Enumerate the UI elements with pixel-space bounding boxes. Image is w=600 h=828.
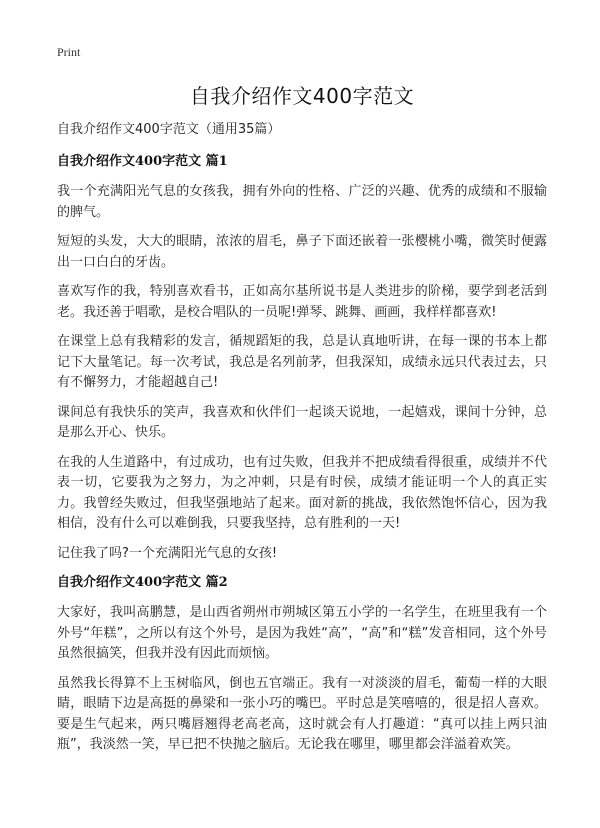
article-body xyxy=(57,120,547,765)
paragraph: 大家好，我叫高鹏慧，是山西省朔州市朔城区第五小学的一名学生，在班里我有一个外号“年糕”，之所以有这个外号，是因为我姓“高”，“高”和“糕”发音相同，这个外号虽然很搞笑，但我并没有因此而烦恼。 xyxy=(57,605,547,661)
section-heading: 自我介绍作文400字范文 篇2 xyxy=(57,575,228,590)
paragraph: 记住我了吗?一个充满阳光气息的女孩! xyxy=(57,545,278,561)
paragraph: 在课堂上总有我精彩的发言，循规蹈矩的我，总是认真地听讲，在每一课的书本上都记下大量笔记。每一次考试，我总是名列前茅，但我深知，成绩永远只代表过去，只有不懈努力，才能超越自己! xyxy=(57,334,547,390)
section-heading: 自我介绍作文400字范文 篇1 xyxy=(57,154,228,169)
section-2 xyxy=(57,573,547,756)
page-title: 自我介绍作文400字范文 xyxy=(189,84,415,108)
paragraph: 课间总有我快乐的笑声，我喜欢和伙伴们一起谈天说地，一起嬉戏，课间十分钟，总是那么开心、快乐。 xyxy=(57,404,547,440)
paragraph: 在我的人生道路中，有过成功，也有过失败，但我并不把成绩看得很重，成绩并不代表一切，它要我为之努力，为之冲刺，只是有时侯，成绩才能证明一个人的真正实力。我曾经失败过，但我坚强地站了起来。面对新的挑战，我依然饱怀信心，因为我相信，没有什么可以难倒我，只要我坚持，总有胜利的一天! xyxy=(57,454,547,531)
paragraph: 短短的头发，大大的眼睛，浓浓的眉毛，鼻子下面还嵌着一张樱桃小嘴，微笑时便露出一口白白的牙齿。 xyxy=(57,234,547,270)
article-subtitle: 自我介绍作文400字范文（通用35篇） xyxy=(57,122,281,137)
paragraph: 虽然我长得算不上玉树临风，倒也五官端正。我有一对淡淡的眉毛，葡萄一样的大眼睛，眼睛下边是高挺的鼻梁和一张小巧的嘴巴。平时总是笑嘻嘻的，很是招人喜欢。要是生气起来，两只嘴唇翘得老高老高，这时就会有人打趣道：“真可以挂上两只油瓶”，我淡然一笑，早已把不快抛之脑后。无论我在哪里，哪里都会洋溢着欢笑。 xyxy=(57,675,547,752)
print-link[interactable]: Print xyxy=(57,45,81,59)
section-1 xyxy=(57,152,547,564)
paragraph: 喜欢写作的我，特别喜欢看书，正如高尔基所说书是人类进步的阶梯，要学到老活到老。我还善于唱歌，是校合唱队的一员呢!弹琴、跳舞、画画，我样样都喜欢! xyxy=(57,284,547,320)
paragraph: 我一个充满阳光气息的女孩我，拥有外向的性格、广泛的兴趣、优秀的成绩和不服输的脾气。 xyxy=(57,184,547,220)
